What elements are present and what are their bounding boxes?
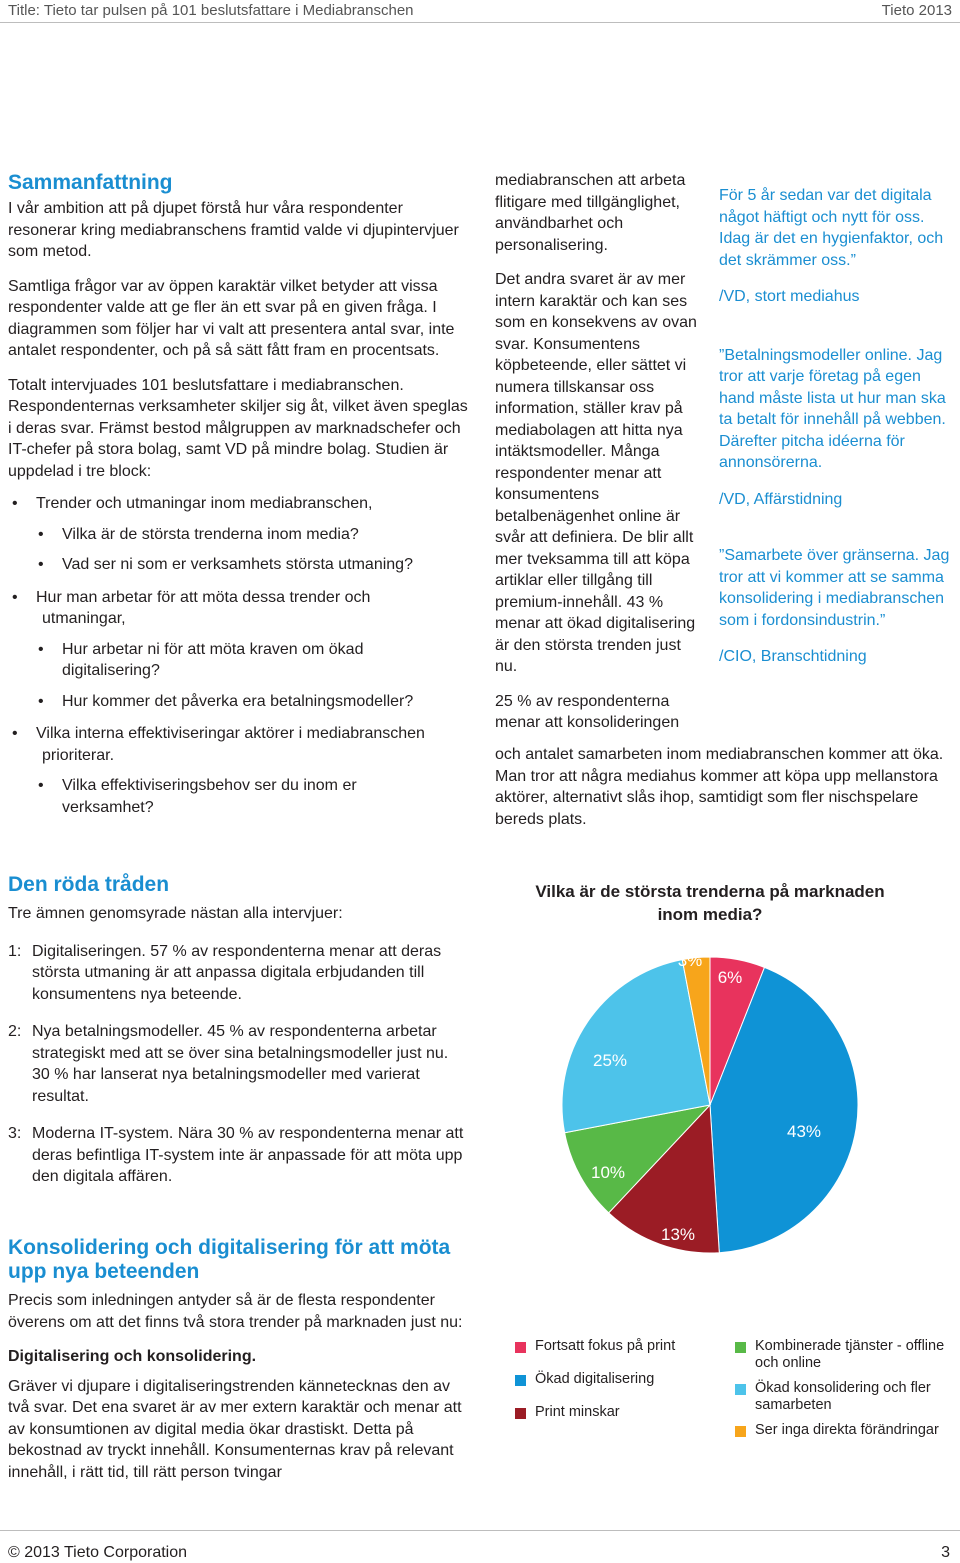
summary-section bbox=[8, 171, 468, 818]
pie-chart bbox=[530, 940, 910, 1260]
slice-label: 13% bbox=[660, 1225, 696, 1244]
body-paragraph: Det andra svaret är av mer intern karaktär och kan ses som en konsekvens av ovan svar. Konsumentens köpbeteende, eller sättet vi numera tillskansar oss information, ställer krav på mediabolagen att hitta nya intäktsmodeller. Många respondenter menar att konsumentens betalbenägenhet online är svår att definiera. De blir allt mer tveksamma till att köpa artiklar eller tillgång till premium-innehåll. 43 % menar att ökad digitalisering är den största trenden just nu. bbox=[495, 271, 697, 675]
bullet-item: • Vad ser ni som er verksamhets största utmaning? bbox=[34, 554, 468, 576]
bullet-item: • Vilka interna effektiviseringar aktörer i mediabranschen prioriterar. bbox=[8, 723, 468, 766]
summary-paragraph: Totalt intervjuades 101 beslutsfattare i mediabranschen. Respondenternas verksamheter skiljer sig åt, vilket även speglas i deras svar. Främst bestod målgruppen av marknadschefer och IT-chefer på stora bolag, samt VD på mindre bolag. Studien är uppdelad i tre block: bbox=[8, 376, 468, 480]
legend-swatch bbox=[515, 1408, 526, 1419]
legend-swatch bbox=[735, 1384, 746, 1395]
body-paragraph: Gräver vi djupare i digitaliseringstrenden kännetecknas den av två svar. Det ena svaret är av mer extern karaktär och menar att av konsumtionen av digital media ökar drastiskt. Detta på bekostnad av tryckt innehåll. Konsumenternas krav på relevant innehåll, i rätt tid, till rätt person tvingar bbox=[8, 1377, 462, 1481]
body-paragraph: och antalet samarbeten inom mediabranschen kommer att öka. Man tror att några mediahus kommer att köpa upp mellanstora aktörer, alternativt slås ihop, samtidigt som fler nischspelare bereds plats. bbox=[495, 746, 944, 828]
header-divider bbox=[0, 22, 960, 23]
thread-item: 3: Moderna IT-system. Nära 30 % av respondenterna menar att deras befintliga IT-system inte är anpassade för att möta upp den digitala affären. bbox=[8, 1125, 464, 1185]
slice-label: 10% bbox=[590, 1163, 626, 1182]
quote-attribution: /VD, stort mediahus bbox=[719, 288, 860, 305]
thread-intro: Tre ämnen genomsyrade nästan alla intervjuer: bbox=[8, 905, 343, 922]
summary-heading: Sammanfattning bbox=[8, 171, 173, 194]
bold-statement: Digitalisering och konsolidering. bbox=[8, 1348, 257, 1365]
konsolidering-section bbox=[8, 1236, 473, 1483]
slice-label: 43% bbox=[786, 1122, 822, 1141]
konsolidering-heading: Konsolidering och digitalisering för att möta upp nya beteenden bbox=[8, 1236, 451, 1283]
legend-item: Fortsatt fokus på print bbox=[515, 1338, 715, 1355]
legend-swatch bbox=[515, 1375, 526, 1386]
legend-swatch bbox=[515, 1342, 526, 1353]
quote-text: ”Samarbete över gränserna. Jag tror att vi kommer att se samma konsolidering i mediabranschen som i fordonsindustrin.” bbox=[719, 547, 950, 629]
legend-item: Ökad konsolidering och fler samarbeten bbox=[735, 1380, 950, 1414]
header-org: Tieto 2013 bbox=[881, 2, 952, 19]
bullet-item: • Hur man arbetar för att möta dessa trender och utmaningar, bbox=[8, 587, 468, 630]
bullet-item: • Hur arbetar ni för att möta kraven om ökad digitalisering? bbox=[34, 639, 422, 682]
thread-section bbox=[8, 873, 468, 1188]
thread-item: 2: Nya betalningsmodeller. 45 % av respondenterna arbetar strategiskt med att se över sina betalningsmodeller just nu. 30 % har lanserat nya betalningsmodeller med varierat resultat. bbox=[8, 1023, 449, 1105]
bullet-item: • Trender och utmaningar inom mediabranschen, bbox=[8, 493, 468, 515]
legend-item: Ser inga direkta förändringar bbox=[735, 1422, 950, 1439]
chart-legend-left bbox=[515, 1338, 715, 1421]
quote-text: ”Betalningsmodeller online. Jag tror att varje företag på egen hand måste lista ut hur man ska ta betalt för innehåll på webben. Därefter pitcha idéerna för annonsörerna. bbox=[719, 346, 946, 471]
legend-item: Kombinerade tjänster - offline och online bbox=[735, 1338, 950, 1372]
slice-label: 6% bbox=[717, 968, 743, 987]
quote-attribution: /VD, Affärstidning bbox=[719, 490, 843, 508]
legend-item: Ökad digitalisering bbox=[515, 1371, 715, 1388]
thread-item: 1: Digitaliseringen. 57 % av respondenterna menar att deras största utmaning är att anpassa digitala erbjudanden till konsumentens nya beteende. bbox=[8, 942, 442, 1003]
slice-label: 25% bbox=[592, 1051, 628, 1070]
document-title: Title: Tieto tar pulsen på 101 beslutsfattare i Mediabranschen bbox=[8, 2, 414, 19]
slice-label: 3% bbox=[677, 951, 703, 970]
page-number: 3 bbox=[941, 1544, 950, 1561]
footer-copyright: © 2013 Tieto Corporation bbox=[8, 1544, 188, 1561]
bullet-item: • Vilka är de största trenderna inom media? bbox=[34, 524, 468, 546]
middle-text bbox=[495, 170, 705, 734]
bullet-item: • Hur kommer det påverka era betalningsmodeller? bbox=[34, 691, 468, 713]
bullet-item: • Vilka effektiviseringsbehov ser du inom er verksamhet? bbox=[34, 775, 402, 818]
thread-heading: Den röda tråden bbox=[8, 873, 170, 896]
footer-divider bbox=[0, 1530, 960, 1531]
summary-paragraph: Samtliga frågor var av öppen karaktär vilket betyder att vissa respondenter valde att ge fler än ett svar på en given fråga. I diagrammen som följer har vi valt att presentera antal svar, inte antalet respondenter, och på så sätt fått fram en procentsats. bbox=[8, 277, 455, 359]
quote-attribution: /CIO, Branschtidning bbox=[719, 648, 867, 665]
body-paragraph: mediabranschen att arbeta flitigare med tillgänglighet, användbarhet och personalisering. bbox=[495, 172, 686, 254]
legend-swatch bbox=[735, 1426, 746, 1437]
summary-paragraph: I vår ambition att på djupet förstå hur våra respondenter resonerar kring mediabranschens framtid valde vi djupintervjuer som metod. bbox=[8, 200, 459, 260]
chart-legend-right bbox=[735, 1338, 950, 1439]
body-paragraph: 25 % av respondenterna bbox=[495, 692, 670, 710]
quote-text: För 5 år sedan var det digitala något häftigt och nytt för oss. Idag är det en hygienfaktor, och det skrämmer oss.” bbox=[719, 187, 944, 269]
body-paragraph: Precis som inledningen antyder så är de flesta respondenter överens om att det finns två stora trender på marknaden just nu: bbox=[8, 1292, 463, 1331]
chart-title: Vilka är de största trenderna på marknaden inom media? bbox=[535, 882, 885, 924]
legend-item: Print minskar bbox=[515, 1404, 715, 1421]
legend-swatch bbox=[735, 1342, 746, 1353]
quotes-column bbox=[719, 185, 954, 668]
body-paragraph: menar att konsolideringen bbox=[495, 714, 680, 731]
